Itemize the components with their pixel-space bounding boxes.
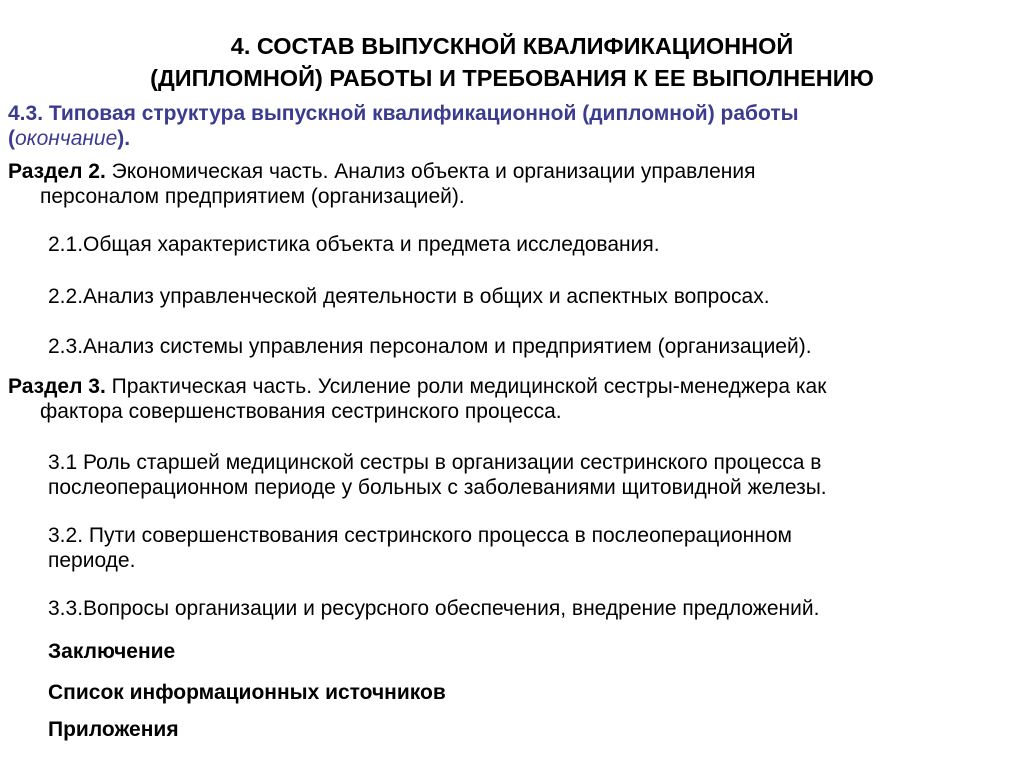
section-3-item-3: 3.3.Вопросы организации и ресурсного обеспечения, внедрение предложений. [48, 597, 820, 620]
section-3-heading [8, 374, 1018, 424]
subheading-open-paren: ( [8, 127, 15, 150]
sources-heading: Список информационных источников [48, 681, 446, 704]
subheading [8, 101, 1008, 151]
section-3-item-2-line-2: периоде. [48, 549, 136, 572]
section-2-item-2: 2.2.Анализ управленческой деятельности в общих и аспектных вопросах. [48, 285, 770, 308]
page-title [0, 30, 1024, 94]
section-2-line-2: персоналом предприятием (организацией). [40, 185, 465, 208]
section-3-item-2 [48, 523, 1008, 573]
section-3-line-2: фактора совершенствования сестринского процесса. [40, 400, 562, 423]
section-2-heading [8, 159, 1018, 209]
section-2-line-1 [8, 159, 1018, 184]
conclusion-heading: Заключение [48, 640, 176, 663]
subheading-line-1: 4.3. Типовая структура выпускной квалификационной (дипломной) работы [8, 102, 799, 125]
section-2-label: Раздел 2. [8, 160, 106, 183]
section-3-item-1-line-1: 3.1 Роль старшей медицинской сестры в организации сестринского процесса в [48, 451, 822, 474]
section-3-item-2-line-1: 3.2. Пути совершенствования сестринского процесса в послеоперационном [48, 524, 792, 547]
subheading-close: ). [117, 127, 131, 150]
section-3-item-1 [48, 450, 1008, 500]
appendix-heading: Приложения [48, 718, 179, 741]
section-3-line-1 [8, 374, 1018, 399]
section-2-item-3: 2.3.Анализ системы управления персоналом и предприятием (организацией). [48, 335, 812, 358]
title-line-2: (ДИПЛОМНОЙ) РАБОТЫ И ТРЕБОВАНИЯ К ЕЕ ВЫПОЛНЕНИЮ [150, 65, 874, 91]
section-3-label: Раздел 3. [8, 375, 106, 398]
section-2-text: Экономическая часть. Анализ объекта и организации управления [105, 160, 756, 183]
section-3-text: Практическая часть. Усиление роли медицинской сестры-менеджера как [105, 375, 827, 398]
subheading-line-2 [8, 126, 1008, 151]
subheading-italic: окончание [15, 127, 118, 150]
title-line-1: 4. СОСТАВ ВЫПУСКНОЙ КВАЛИФИКАЦИОННОЙ [230, 33, 794, 59]
section-3-item-1-line-2: послеоперационном периоде у больных с заболеваниями щитовидной железы. [48, 476, 827, 499]
section-2-item-1: 2.1.Общая характеристика объекта и предмета исследования. [48, 233, 660, 256]
